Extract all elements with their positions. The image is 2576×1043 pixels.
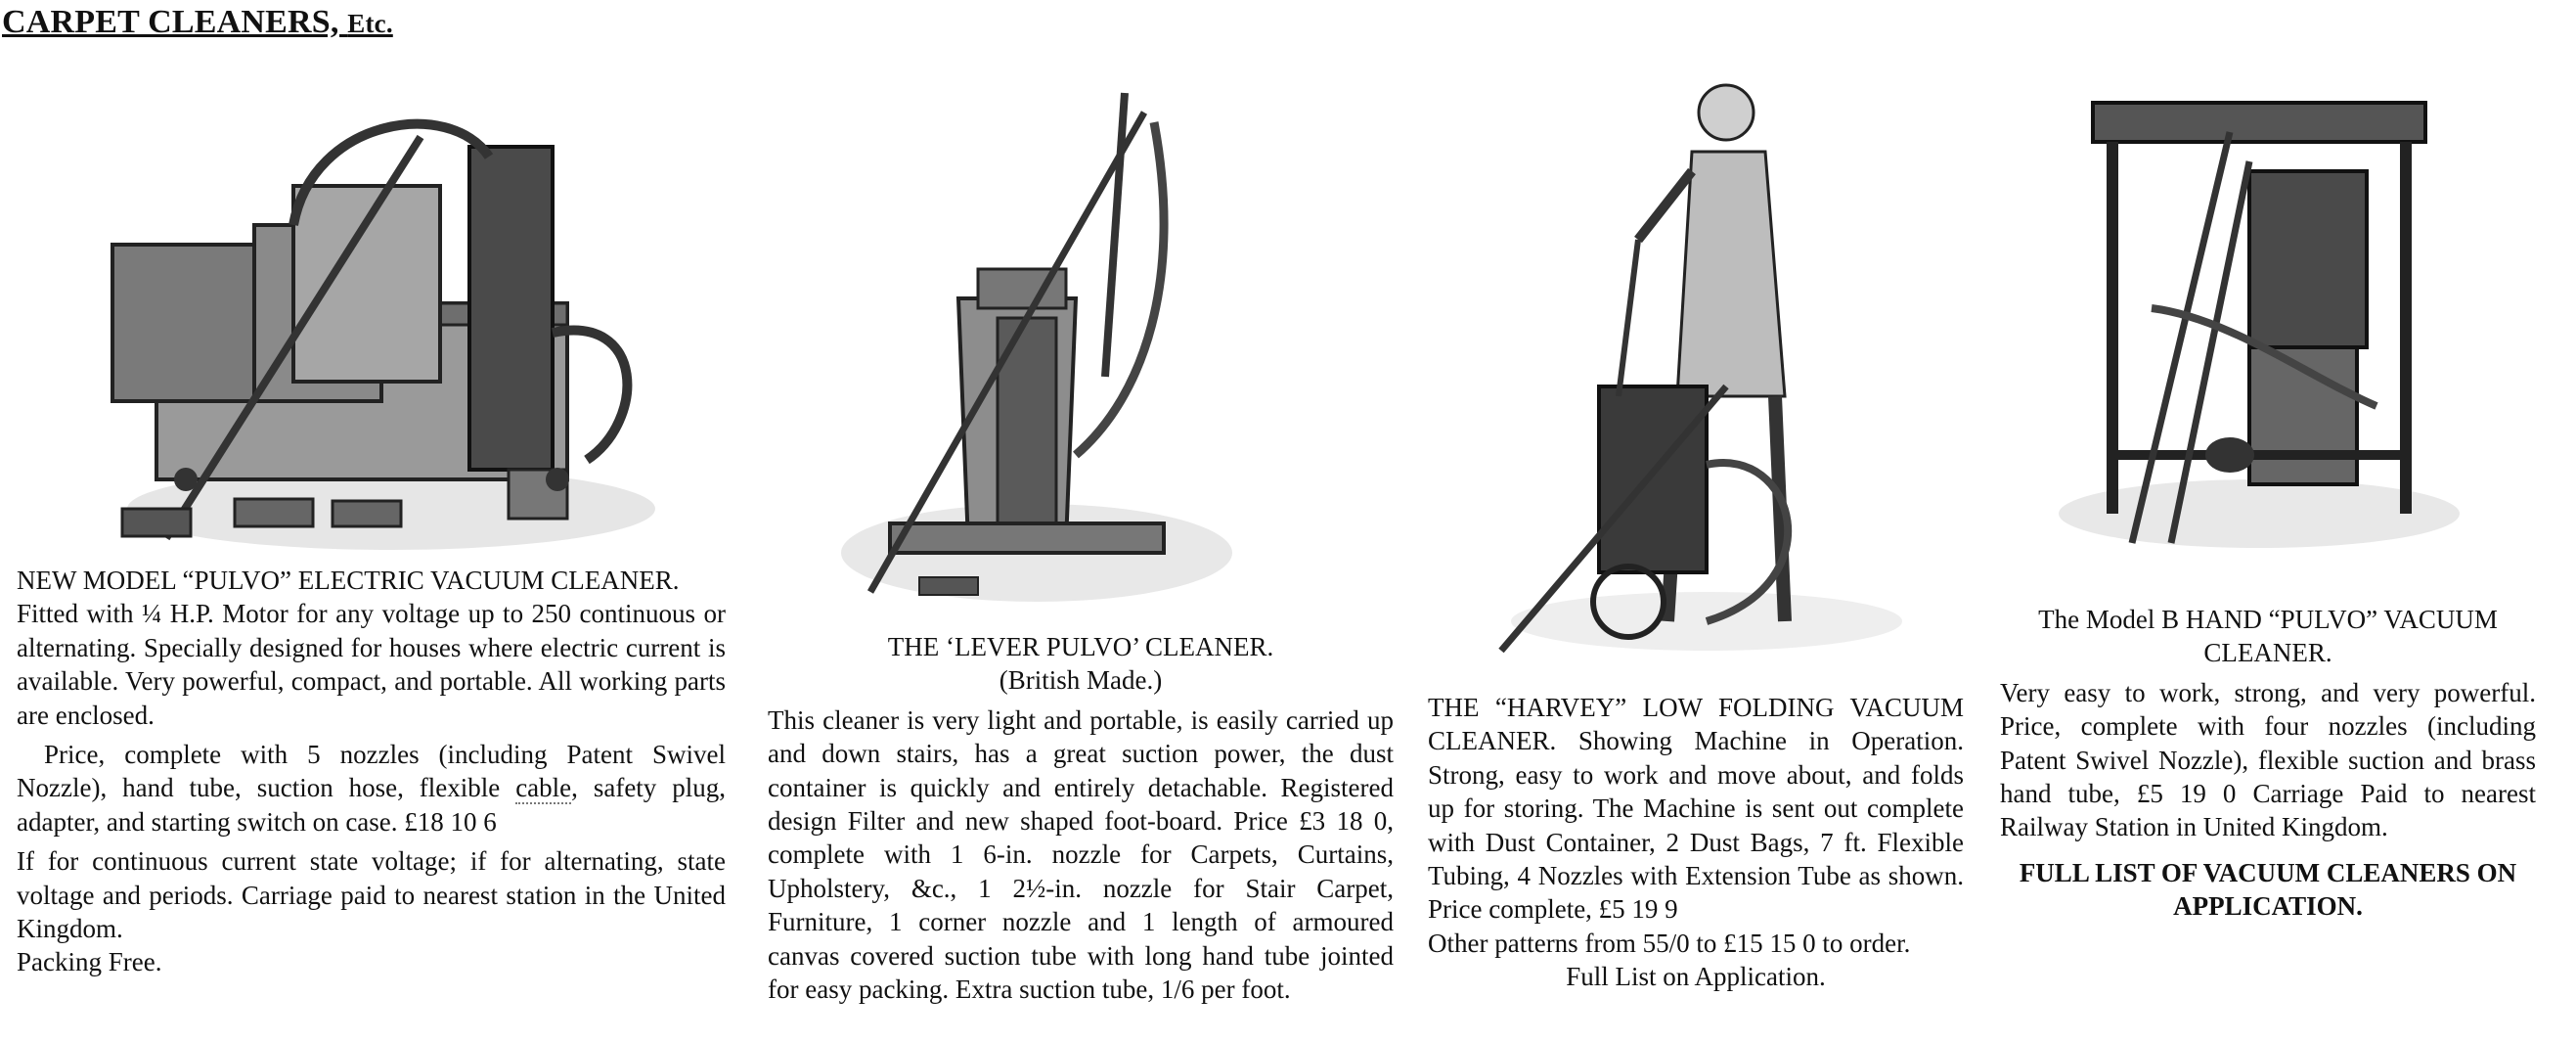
pulvo-electric-para3: If for continuous current state voltage; if for alternating, state voltage and periods. Carriage paid to nearest station in the United Kingdom.: [17, 846, 726, 944]
lever-pulvo-heading: THE ‘LEVER PULVO’ CLEANER.: [887, 632, 1274, 661]
pulvo-electric-price-text: Price, complete with 5 nozzles (including Patent Swivel Nozzle), hand tube, suction hose, flexible: [17, 740, 726, 803]
lever-pulvo-description: [768, 630, 1394, 1006]
harvey-para3: Full List on Application.: [1566, 962, 1826, 992]
cable-term: cable: [515, 773, 572, 803]
model-b-description: [2000, 603, 2536, 924]
harvey-para2: Other patterns from 55/0 to £15 15 0 to order.: [1428, 928, 1911, 958]
lever-pulvo-illustration: [831, 83, 1252, 621]
model-b-pulvo-illustration: [2054, 83, 2465, 553]
harvey-cleaner-illustration: [1482, 73, 1922, 680]
page-title: [2, 4, 393, 41]
harvey-para1: THE “HARVEY” LOW FOLDING VACUUM CLEANER. Showing Machine in Operation. Strong, easy to work and move about, and folds up for storing. The Machine is sent out complete with Dust Container, 2 Dust Bags, 7 ft. Flexible Tubing, 4 Nozzles with Extension Tube as shown. Price complete, £5 19 9: [1428, 693, 1964, 925]
lever-pulvo-subheading: (British Made.): [999, 665, 1163, 696]
harvey-description: [1428, 691, 1964, 994]
page-title-main: CARPET CLEANERS,: [2, 4, 348, 40]
pulvo-electric-para1: Fitted with ¼ H.P. Motor for any voltage up to 250 continuous or alternating. Specially designed for houses where electric current is available. Very powerful, compact, and portable. All working parts are enclosed.: [17, 599, 726, 730]
pulvo-electric-price: [17, 738, 726, 839]
pulvo-electric-para4: Packing Free.: [17, 947, 162, 977]
model-b-footer: FULL LIST OF VACUUM CLEANERS ON APPLICATION.: [2019, 857, 2517, 922]
pulvo-electric-heading: NEW MODEL “PULVO” ELECTRIC VACUUM CLEANER.: [17, 566, 680, 595]
pulvo-electric-description: [17, 564, 726, 979]
lever-pulvo-para1: This cleaner is very light and portable, is easily carried up and down stairs, has a great suction power, the dust container is quickly and entirely detachable. Registered design Filter and new shaped foot-board. Price £3 18 0, complete with 1 6-in. nozzle for Carpets, Curtains, Upholstery, &c., 1 2½-in. nozzle for Stair Carpet, Furniture, 1 corner nozzle and 1 length of armoured canvas covered suction tube with long hand tube jointed for easy packing. Extra suction tube, 1/6 per foot.: [768, 704, 1394, 1005]
model-b-heading: The Model B HAND “PULVO” VACUUM CLEANER.: [2038, 605, 2498, 668]
pulvo-electric-price-tail: , safety plug, adapter, and starting switch on case. £18 10 6: [17, 773, 726, 837]
model-b-para1: Very easy to work, strong, and very powerful. Price, complete with four nozzles (including Patent Swivel Nozzle), flexible suction and brass hand tube, £5 19 0 Carriage Paid to nearest Railway Station in United Kingdom.: [2000, 677, 2536, 842]
page-title-etc: Etc.: [347, 9, 393, 38]
pulvo-electric-illustration: [98, 78, 665, 558]
